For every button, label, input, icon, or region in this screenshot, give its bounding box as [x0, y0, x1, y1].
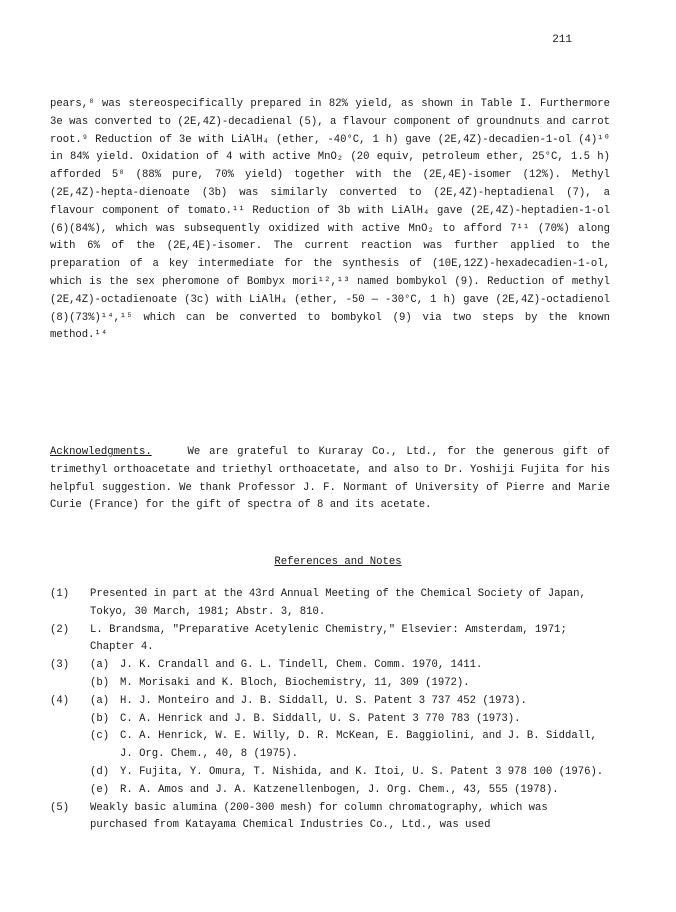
- body-paragraph: pears,⁸ was stereospecifically prepared in 82% yield, as shown in Table I. Furthermore 3e was converted to (2E,4Z)-decadienal (5), a flavour component of groundnuts and carrot root.⁹ Reduction of 3e with LiAlH₄ (ether, -40°C, 1 h) gave (2E,4Z)-decadien-1-ol (4)¹⁰ in 84% yield. Oxidation of 4 with active MnO₂ (20 equiv, petroleum ether, 25°C, 1.5 h) afforded 5⁸ (88% pure, 70% yield) together with the (2E,4E)-isomer (12%). Methyl (2E,4Z)-hepta-dienoate (3b) was similarly converted to (2E,4Z)-heptadienal (7), a flavour component of tomato.¹¹ Reduction of 3b with LiAlH₄ gave (2E,4Z)-heptadien-1-ol (6)(84%), which was subsequently oxidized with active MnO₂ to afford 7¹¹ (70%) along with 6% of the (2E,4E)-isomer. The current reaction was further applied to the preparation of a key intermediate for the synthesis of (10E,12Z)-hexadecadien-1-ol, which is the sex pheromone of Bombyx mori¹²,¹³ named bombykol (9). Reduction of methyl (2E,4Z)-octadienoate (3c) with LiAlH₄ (ether, -50 — -30°C, 1 h) gave (2E,4Z)-octadienol (8)(73%)¹⁴,¹⁵ which can be converted to bombykol (9) via two steps by the known method.¹⁴: [50, 98, 610, 342]
- reference-item: [50, 586, 610, 622]
- reference-subitem: [90, 711, 610, 729]
- page-number: 211: [552, 34, 572, 46]
- subitem-label: (a): [90, 659, 110, 672]
- subitem-label: (e): [90, 783, 110, 796]
- reference-number: (5): [50, 801, 70, 814]
- references-list: [50, 586, 610, 835]
- reference-number: (2): [50, 623, 70, 636]
- subitem-label: (b): [90, 712, 110, 725]
- reference-text: L. Brandsma, "Preparative Acetylenic Chemistry," Elsevier: Amsterdam, 1971; Chapter 4.: [90, 623, 567, 654]
- reference-subitem: [90, 764, 610, 782]
- reference-number: (3): [50, 659, 70, 672]
- subitem-text: R. A. Amos and J. A. Katzenellenbogen, J. Org. Chem., 43, 555 (1978).: [120, 783, 559, 796]
- reference-subitem: [90, 728, 610, 764]
- reference-subitem: [90, 782, 610, 800]
- reference-item: [50, 800, 610, 836]
- subitem-text: H. J. Monteiro and J. B. Siddall, U. S. Patent 3 737 452 (1973).: [120, 694, 527, 707]
- reference-number: (1): [50, 588, 70, 600]
- subitem-text: M. Morisaki and K. Bloch, Biochemistry, 11, 309 (1972).: [120, 676, 470, 689]
- reference-number: (4): [50, 694, 70, 707]
- reference-item: [50, 657, 610, 693]
- subitem-text: Y. Fujita, Y. Omura, T. Nishida, and K. Itoi, U. S. Patent 3 978 100 (1976).: [120, 765, 604, 778]
- reference-subitem: [90, 693, 610, 711]
- reference-item: [50, 693, 610, 800]
- subitem-label: (b): [90, 676, 110, 689]
- acknowledgments-heading: Acknowledgments.: [50, 446, 152, 458]
- reference-text: Presented in part at the 43rd Annual Meeting of the Chemical Society of Japan, Tokyo, 30 March, 1981; Abstr. 3, 810.: [90, 588, 586, 618]
- acknowledgments-text: We are grateful to Kuraray Co., Ltd., for the generous gift of trimethyl orthoacetate and triethyl orthoacetate, and also to Dr. Yoshiji Fujita for his helpful suggestion. We thank Professor J. F. Normant of University of Pierre and Marie Curie (France) for the gift of spectra of 8 and its acetate.: [50, 446, 610, 512]
- reference-text: Weakly basic alumina (200-300 mesh) for column chromatography, which was purchased from Katayama Chemical Industries Co., Ltd., was used: [90, 801, 548, 832]
- subitem-label: (c): [90, 730, 110, 743]
- subitem-label: (a): [90, 694, 110, 707]
- references-title: References and Notes: [274, 556, 402, 568]
- acknowledgments-section: [50, 444, 610, 515]
- reference-subitem: [90, 657, 610, 675]
- subitem-text: J. K. Crandall and G. L. Tindell, Chem. Comm. 1970, 1411.: [120, 659, 483, 672]
- reference-item: [50, 622, 610, 658]
- acknowledgments-paragraph: [50, 444, 610, 515]
- subitem-label: (d): [90, 765, 110, 778]
- body-text: [50, 96, 610, 345]
- reference-subitem: [90, 675, 610, 693]
- subitem-text: C. A. Henrick, W. E. Willy, D. R. McKean, E. Baggiolini, and J. B. Siddall, J. Org. Chem., 40, 8 (1975).: [120, 730, 597, 761]
- subitem-text: C. A. Henrick and J. B. Siddall, U. S. Patent 3 770 783 (1973).: [120, 712, 521, 725]
